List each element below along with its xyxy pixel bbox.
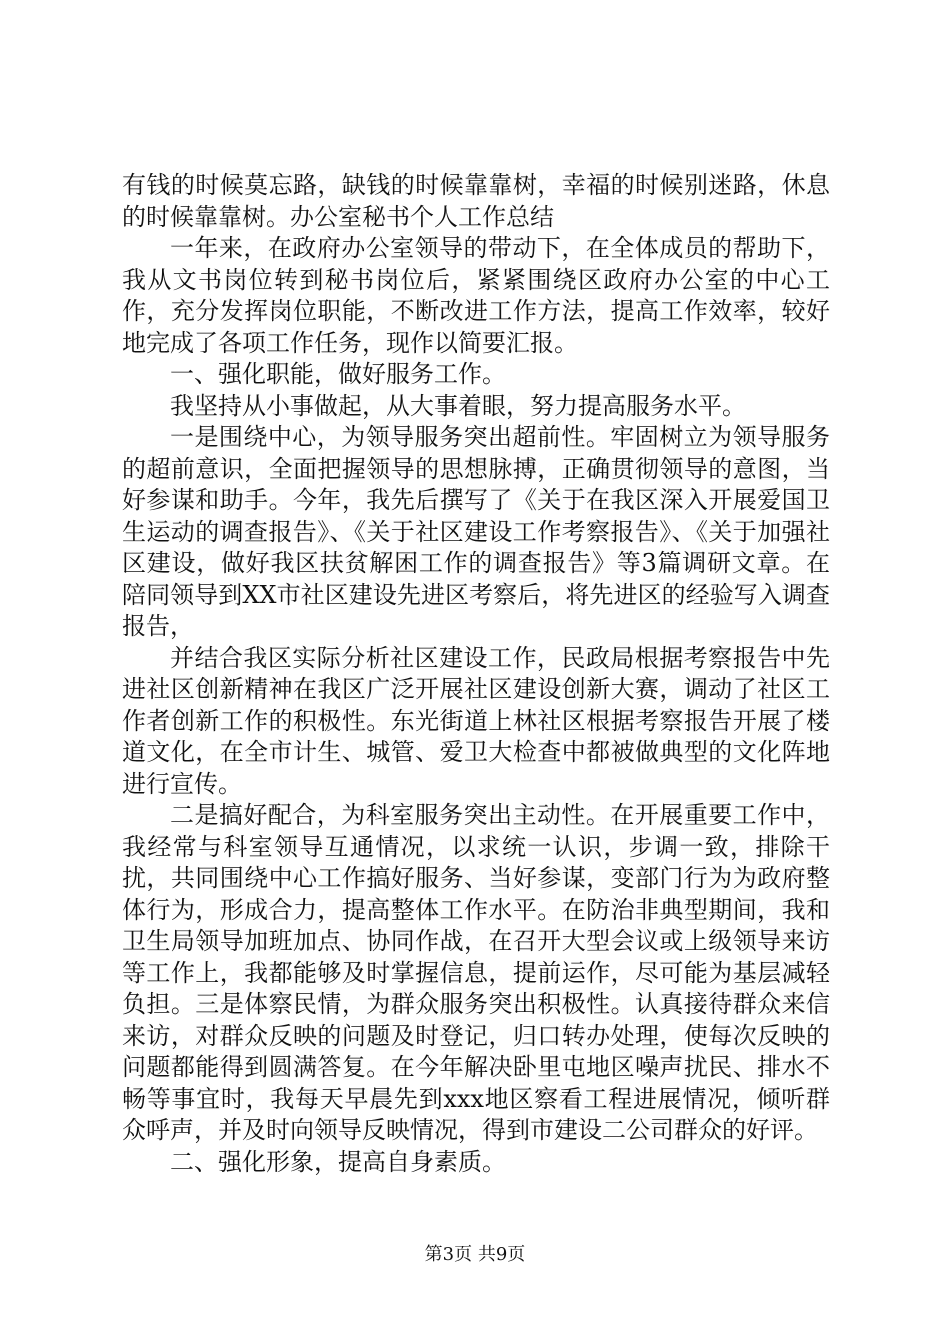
paragraph-1: 有钱的时候莫忘路，缺钱的时候靠靠树，幸福的时候别迷路，休息的时候靠靠树。办公室秘书个人工作总结	[122, 171, 830, 231]
section-heading-1: 一、强化职能，做好服务工作。	[170, 360, 506, 388]
page-number-footer: 第3页 共9页	[424, 1244, 526, 1265]
paragraph-4: 我坚持从小事做起，从大事着眼，努力提高服务水平。	[170, 391, 746, 420]
paragraph-7: 二是搞好配合，为科室服务突出主动性。在开展重要工作中，我经常与科室领导互通情况，以求统一认识，步调一致，排除干扰，共同围绕中心工作搞好服务、当好参谋，变部门行为为政府整体行为，形成合力，提高整体工作水平。在防治非典型期间，我和卫生局领导加班加点、协同作战，在召开大型会议或上级领导来访等工作上，我都能够及时掌握信息，提前运作，尽可能为基层减轻负担。三是体察民情，为群众服务突出积极性。认真接待群众来信来访，对群众反映的问题及时登记，归口转办处理，使每次反映的问题都能得到圆满答复。在今年解决卧里屯地区噪声扰民、排水不畅等事宜时，我每天早晨先到xxx地区察看工程进展情况，倾听群众呼声，并及时向领导反映情况，得到市建设二公司群众的好评。	[122, 801, 830, 1144]
paragraph-2: 一年来，在政府办公室领导的带动下，在全体成员的帮助下，我从文书岗位转到秘书岗位后，紧紧围绕区政府办公室的中心工作，充分发挥岗位职能，不断改进工作方法，提高工作效率，较好地完成了各项工作任务，现作以简要汇报。	[122, 234, 830, 357]
document-body	[122, 170, 830, 1178]
paragraph-5: 一是围绕中心，为领导服务突出超前性。牢固树立为领导服务的超前意识，全面把握领导的思想脉搏，正确贯彻领导的意图，当好参谋和助手。今年，我先后撰写了《关于在我区深入开展爱国卫生运动的调查报告》、《关于社区建设工作考察报告》、《关于加强社区建设，做好我区扶贫解困工作的调查报告》等3篇调研文章。在陪同领导到XX市社区建设先进区考察后，将先进区的经验写入调查报告，	[122, 423, 830, 640]
section-heading-2: 二、强化形象，提高自身素质。	[170, 1147, 506, 1176]
paragraph-6: 并结合我区实际分析社区建设工作，民政局根据考察报告中先进社区创新精神在我区广泛开展社区建设创新大赛，调动了社区工作者创新工作的积极性。东光街道上林社区根据考察报告开展了楼道文化，在全市计生、城管、爱卫大检查中都被做典型的文化阵地进行宣传。	[122, 643, 830, 798]
